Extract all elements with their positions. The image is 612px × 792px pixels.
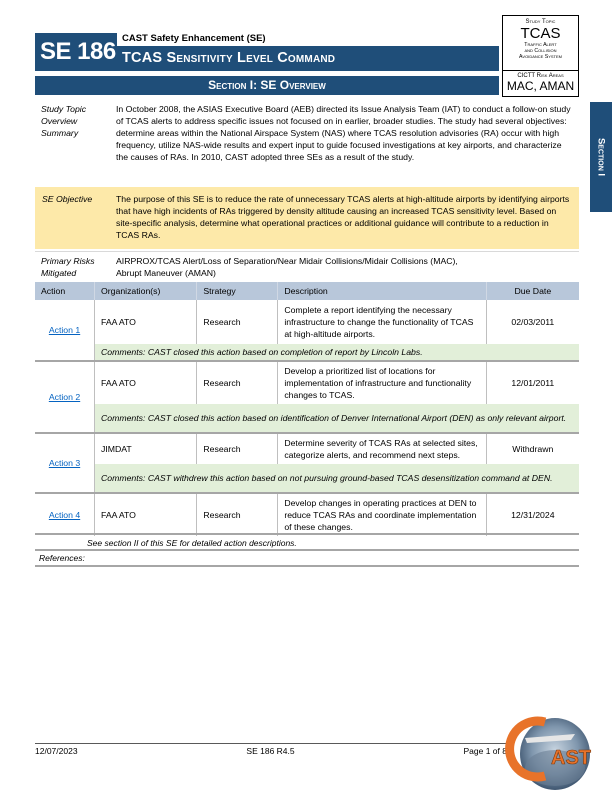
risks-label [35, 255, 116, 281]
column-header-action: Action [35, 282, 95, 300]
se-number-badge: SE 186 [35, 33, 117, 71]
risks-text [116, 255, 579, 281]
comment-cell: Comments: CAST closed this action based on completion of report by Lincoln Labs. [95, 344, 579, 361]
description-cell: Develop changes in operating practices at DEN to reduce TCAS RAs and coordinate implementation of these changes. [278, 493, 486, 536]
table-header-row [35, 282, 579, 300]
column-header-organization: Organization(s) [95, 282, 197, 300]
strategy-cell: Research [197, 493, 278, 536]
action-cell [35, 433, 95, 493]
organization-cell: FAA ATO [95, 361, 197, 404]
references-label: References: [35, 549, 579, 567]
se-subtitle: CAST Safety Enhancement (SE) [122, 33, 266, 44]
organization-cell: JIMDAT [95, 433, 197, 464]
comment-row [35, 464, 579, 493]
risks-label-line: Mitigated [41, 268, 77, 278]
strategy-cell: Research [197, 361, 278, 404]
risks-text-line: Abrupt Maneuver (AMAN) [116, 268, 216, 278]
study-topic-label: Study Topic [525, 19, 556, 25]
summary-label-line: Overview [41, 116, 78, 126]
risk-areas-label: CICTT Risk Areas [517, 73, 564, 79]
summary-row [35, 103, 579, 163]
organization-cell: FAA ATO [95, 493, 197, 536]
actions-table [35, 282, 579, 536]
table-row [35, 493, 579, 536]
cast-logo-icon [505, 710, 593, 792]
section-title: Section I: SE Overview [35, 76, 499, 95]
table-row [35, 361, 579, 404]
action-cell [35, 361, 95, 433]
column-header-description: Description [278, 282, 486, 300]
comment-row [35, 344, 579, 361]
summary-label-line: Study Topic [41, 104, 87, 114]
footer-date: 12/07/2023 [35, 746, 78, 756]
due-date-cell: 12/01/2011 [486, 361, 579, 404]
risk-areas-value: MAC, AMAN [506, 79, 575, 93]
summary-label [35, 103, 116, 163]
action-cell [35, 493, 95, 536]
logo-text: AST [551, 747, 591, 769]
study-topic-desc: Avoidance System [518, 54, 563, 60]
study-topic-box [502, 15, 579, 97]
page-footer [35, 743, 507, 756]
table-row [35, 433, 579, 464]
action-1-link[interactable]: Action 1 [48, 325, 81, 335]
due-date-cell: Withdrawn [486, 433, 579, 464]
organization-cell: FAA ATO [95, 300, 197, 344]
risks-text-line: AIRPROX/TCAS Alert/Loss of Separation/Near Midair Collisions/Midair Collisions (MAC), [116, 256, 458, 266]
column-header-strategy: Strategy [197, 282, 278, 300]
risks-row [35, 251, 579, 281]
summary-text: In October 2008, the ASIAS Executive Board (AEB) directed its Issue Analysis Team (IAT) to conduct a follow-on study of TCAS alerts to address specific issues not focused on in earlier, broader studies. The study had several objectives: determine areas within the National Airspace System (NAS) where TCAS resolution advisories (RA) occur with high frequency, utilize NAS-wide results and expert input to guide focused investigations at key airports, and characterize the causes of RAs. In 2010, CAST adopted three SEs as a result of the study. [116, 104, 571, 162]
footer-page-number: Page 1 of 8 [463, 746, 507, 756]
action-3-link[interactable]: Action 3 [48, 458, 81, 468]
section-side-tab [590, 102, 612, 212]
due-date-cell: 12/31/2024 [486, 493, 579, 536]
see-section-note: See section II of this SE for detailed action descriptions. [35, 533, 579, 549]
action-4-link[interactable]: Action 4 [48, 510, 81, 520]
action-2-link[interactable]: Action 2 [48, 392, 81, 402]
table-row [35, 300, 579, 344]
comment-cell: Comments: CAST closed this action based on identification of Denver International Airport (DEN) as only relevant airport. [95, 404, 579, 433]
study-topic-section [503, 16, 578, 71]
description-cell: Develop a prioritized list of locations for implementation of infrastructure and functionality changes to TCAS. [278, 361, 486, 404]
risks-label-line: Primary Risks [41, 256, 95, 266]
page-title: TCAS Sensitivity Level Command [117, 46, 499, 71]
action-cell [35, 300, 95, 361]
column-header-due-date: Due Date [486, 282, 579, 300]
description-cell: Complete a report identifying the necessary infrastructure to change the functionality of TCAS at high-altitude airports. [278, 300, 486, 344]
footer-doc-id: SE 186 R4.5 [246, 746, 295, 756]
study-topic-desc: Traffic Alert [524, 42, 557, 48]
strategy-cell: Research [197, 300, 278, 344]
study-topic-desc: and Collision [524, 48, 557, 54]
comment-cell: Comments: CAST withdrew this action based on not pursuing ground-based TCAS desensitization command at DEN. [95, 464, 579, 493]
due-date-cell: 02/03/2011 [511, 317, 555, 327]
objective-label: SE Objective [42, 194, 93, 204]
study-topic-name: TCAS [520, 25, 561, 42]
summary-label-line: Summary [41, 128, 79, 138]
objective-row [35, 187, 579, 249]
description-cell: Determine severity of TCAS RAs at selected sites, categorize alerts, and recommend next steps. [278, 433, 486, 464]
section-side-tab-label: Section I [595, 137, 607, 177]
strategy-cell: Research [197, 433, 278, 464]
objective-text: The purpose of this SE is to reduce the rate of unnecessary TCAS alerts at high-altitude airports by identifying airports that have high incidents of RAs triggered by density altitude causing an increased TCAS sensitivity level. Based on site-specific analysis, determine what operational practices or additional guidance will contribute to a reduction in TCAS RAs. [116, 194, 570, 240]
comment-row [35, 404, 579, 433]
